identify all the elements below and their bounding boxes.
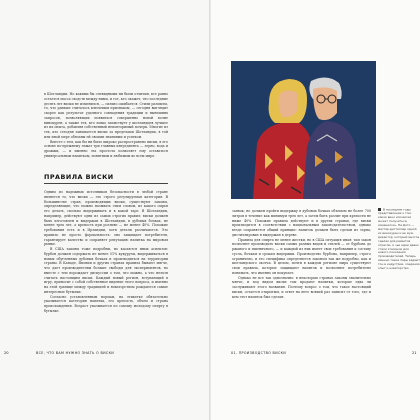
right-body-paragraph-2: Правила для спирта не менее жестки, но в США ситуация иная: там закон позволяет производить виски самых разных видов и стилей — от бурбона до ржаного и пшеничного, — и каждый из них имеет свои требования к составу сусла, бочкам и срокам выдержки. Производство бурбона, например, строго ограничено, и его специфика определяется законом так же подробно, как и шотландского скотча. В целом, почти в каждом регионе мира существуют свои правила, которые защищают напиток и позволяют потребителю понимать, что именно он покупает.	[232, 237, 371, 275]
left-rules-paragraph-1: Одним из надежных источников безопасности в любой стране является то, что виски — это строго регулируемая категория. В большинстве стран, производящих виски, существуют законы, определяющие, что можно называть этим словом, из какого сырья его делать, сколько выдерживать и в какой таре. В Шотландии, например, действуют одни из самых строгих правил: виски должен быть изготовлен и выдержан в Шотландии, в дубовых бочках, не менее трех лет, а крепость при розливе — не менее 40%. Похожие требования есть и в Ирландии, хотя детали различаются. Это правило не просто формальность: оно защищает потребителя, гарантирует качество и сохраняет репутацию напитка на мировом рынке.	[44, 190, 168, 247]
photo-caption-text: В последние годы представление о том, какое вино или виски может получиться, изменилось. На фото — мастер-дистиллер одной из винокурен и ее муж, директор, который многое сделал для развития отрасли, и чьи идеи давно стали эталоном для нового поколения производителей. Теперь именно такие пары задают тон в индустрии, соединяя опыт и новаторство.	[378, 207, 420, 271]
section-heading: ПРАВИЛА ВИСКИ	[44, 173, 114, 181]
heading-rule	[44, 183, 168, 184]
right-body-text	[232, 209, 371, 346]
left-rules-paragraph-2: В США законы тоже подробны, но касаются иных аспектов: бурбон должен содержать не менее 51% кукурузы, выдерживаться в новых обугленных дубовых бочках и производиться на территории страны. В Канаде, Японии и других странах правила бывают мягче, что дает производителям больше свободы для экспериментов, но вместе с тем порождает дискуссии о том, что можно, а что нельзя считать настоящим виски. Каждый новый регион, вступающий в игру, приносит с собой собственное видение этого вопроса, и именно на этой границе между традицией и новаторством рождаются самые интересные бутылки.	[44, 247, 168, 294]
couple-illustration-svg	[231, 61, 376, 199]
couple-illustration	[231, 61, 376, 199]
photo-caption	[378, 208, 420, 271]
running-title-right: 01. ПРОИЗВОДСТВО ВИСКИ	[231, 351, 287, 355]
right-body-paragraph-1: заявок; но должен пройти выдержку в дубовых бочках объемом не более 700 литров в течение как минимум трех лет, а затем быть разлит при крепости не ниже 40%. Похожие правила действуют и в других странах, где виски производится в соответствии с национальным законодательством, однако везде сохраняется общий принцип: напиток должен быть сделан из зерна, дистиллирован и выдержан в дереве.	[232, 209, 371, 237]
left-page	[0, 0, 209, 420]
left-intro-text	[44, 92, 168, 160]
left-intro-paragraph-2: Вместе с тем, как бы ни было широко распространено виски, в его основе по-прежнему лежат три главных ингредиента — зерно, вода и дрожжи, — и именно эта простота позволяет ему оставаться универсальным напитком, понятным и любимым во всем мире.	[44, 139, 168, 158]
left-rules-paragraph-3: Согласно установленным нормам, на этикетке обязательно указывается категория напитка, его крепость, объем и страна происхождения. Возраст указывается по самому молодому спирту в бутылке.	[44, 294, 168, 313]
left-rules-text	[44, 190, 168, 346]
left-intro-paragraph-1: в Шотландии. Но какими бы очевидными ни были отличия, все равно остается масса сходств между ними, и тот, кто скажет, что последние десять лет виски не изменился, — сильно ошибается. Стили размыты, то, что раньше считалось ключевым признаком, — сегодня выглядит скорее как результат удачного совпадения традиции и нынешних запросов, позволяющих появиться совершенно новой волне винокурен, а также тех, кто ловко заимствует у шотландцев лучшее из их опыта, добавляя собственный неповторимый почерк. Многие из тех, кто сегодня занимается виски за пределами Шотландии, в той или иной мере обязаны ей своими знаниями и успехом.	[44, 92, 168, 139]
right-body-paragraph-3: Однако не все так однозначно: в некоторых странах законы значительно мягче, и под видом виски там продают напитки, которые едва ли заслуживают этого названия. Поэтому вопрос о том, что такое настоящий виски, остается открытым, и ответ на него всякий раз зависит от того, где и кем этот напиток был сделан.	[232, 275, 371, 299]
page-number-left: 20	[4, 351, 9, 355]
running-title-left: ВСЕ, ЧТО ВАМ НУЖНО ЗНАТЬ О ВИСКИ	[36, 351, 115, 355]
page-number-right: 21	[412, 351, 417, 355]
